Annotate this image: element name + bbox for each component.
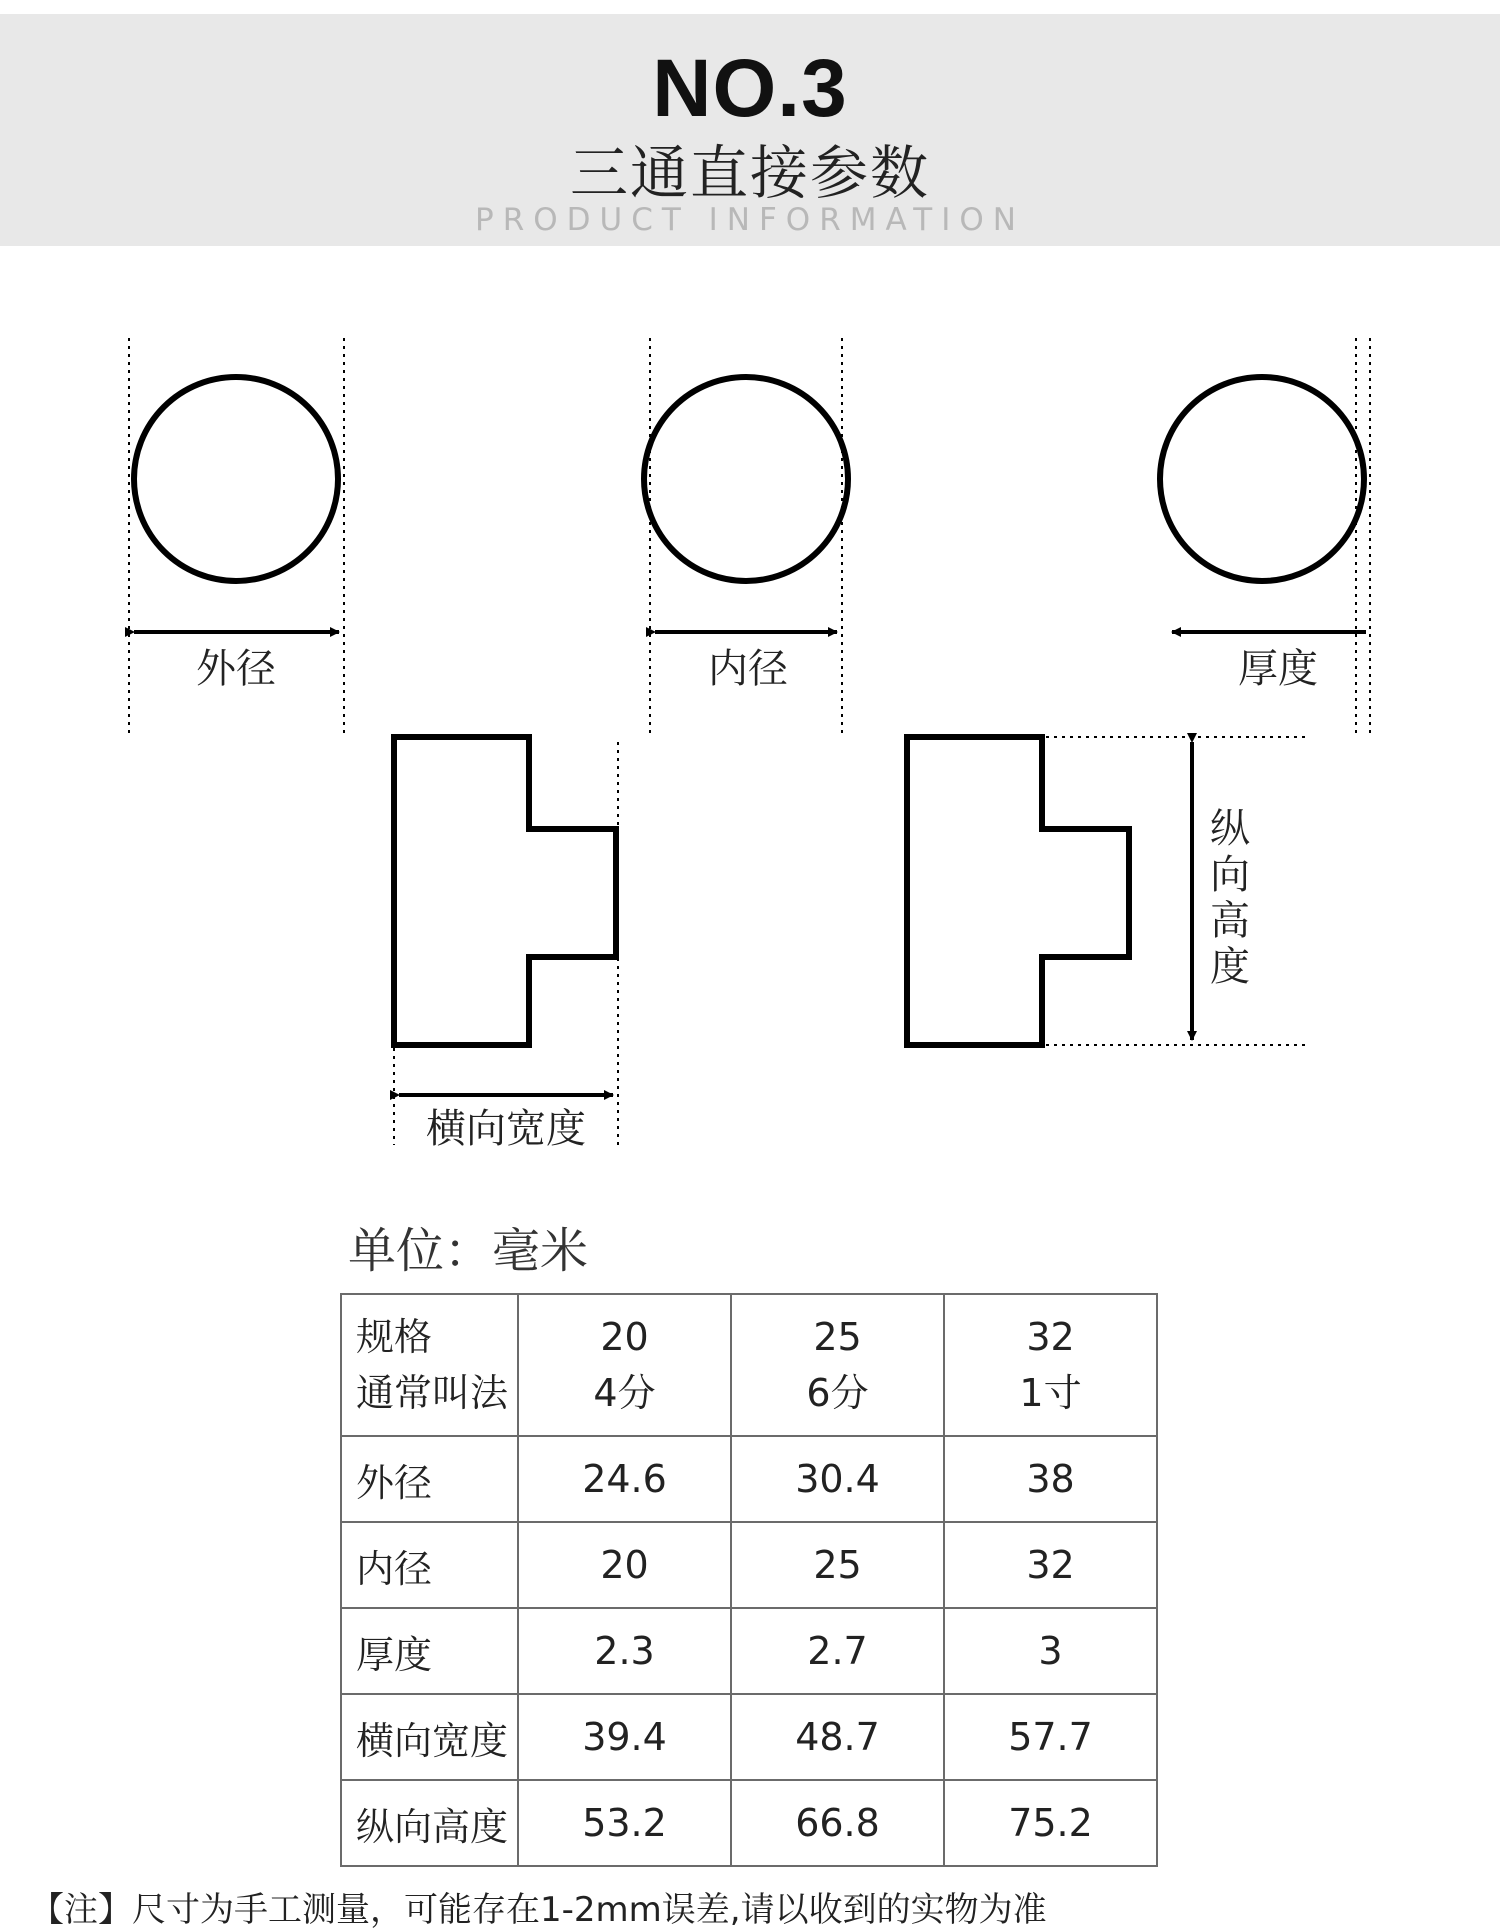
table-cell: 24.6 — [518, 1436, 731, 1522]
table-cell: 75.2 — [944, 1780, 1157, 1866]
table-cell: 39.4 — [518, 1694, 731, 1780]
svg-text:度: 度 — [1210, 944, 1250, 990]
table-cell: 32 — [944, 1522, 1157, 1608]
measurement-note: 【注】尺寸为手工测量，可能存在1-2mm误差,请以收到的实物为准 — [30, 1890, 1047, 1930]
header-label-cell: 规格 通常叫法 — [341, 1294, 518, 1436]
table-cell: 25 — [731, 1522, 944, 1608]
outer-diameter-label: 外径 — [196, 646, 276, 692]
table-row — [341, 1608, 1157, 1694]
page-title: 三通直接参数 — [569, 139, 930, 207]
table-row — [341, 1436, 1157, 1522]
table-cell: 2.3 — [518, 1608, 731, 1694]
thickness-label: 厚度 — [1238, 646, 1318, 692]
row-label: 横向宽度 — [341, 1694, 518, 1780]
table-cell: 38 — [944, 1436, 1157, 1522]
page-subtitle: PRODUCT INFORMATION — [475, 202, 1025, 238]
table-cell: 57.7 — [944, 1694, 1157, 1780]
table-cell: 2.7 — [731, 1608, 944, 1694]
column-header-20: 20 4分 — [518, 1294, 731, 1436]
column-header-25: 25 6分 — [731, 1294, 944, 1436]
table-row — [341, 1780, 1157, 1866]
table-row — [341, 1522, 1157, 1608]
row-label: 厚度 — [341, 1608, 518, 1694]
section-number: NO.3 — [652, 43, 848, 134]
row-label: 外径 — [341, 1436, 518, 1522]
row-label: 内径 — [341, 1522, 518, 1608]
row-label: 纵向高度 — [341, 1780, 518, 1866]
unit-label: 单位：毫米 — [348, 1223, 589, 1279]
horizontal-width-figure — [394, 737, 618, 1145]
table-cell: 66.8 — [731, 1780, 944, 1866]
horizontal-width-label: 横向宽度 — [426, 1106, 586, 1152]
table-header-row — [341, 1294, 1157, 1436]
table-cell: 20 — [518, 1522, 731, 1608]
table-cell: 53.2 — [518, 1780, 731, 1866]
table-cell: 48.7 — [731, 1694, 944, 1780]
table-cell: 30.4 — [731, 1436, 944, 1522]
inner-diameter-label: 内径 — [708, 646, 788, 692]
spec-table — [340, 1293, 1158, 1867]
column-header-32: 32 1寸 — [944, 1294, 1157, 1436]
svg-text:向: 向 — [1210, 852, 1250, 898]
table-cell: 3 — [944, 1608, 1157, 1694]
svg-text:纵: 纵 — [1210, 806, 1250, 852]
table-row — [341, 1694, 1157, 1780]
vertical-height-label — [1210, 806, 1250, 990]
svg-text:高: 高 — [1210, 898, 1250, 944]
